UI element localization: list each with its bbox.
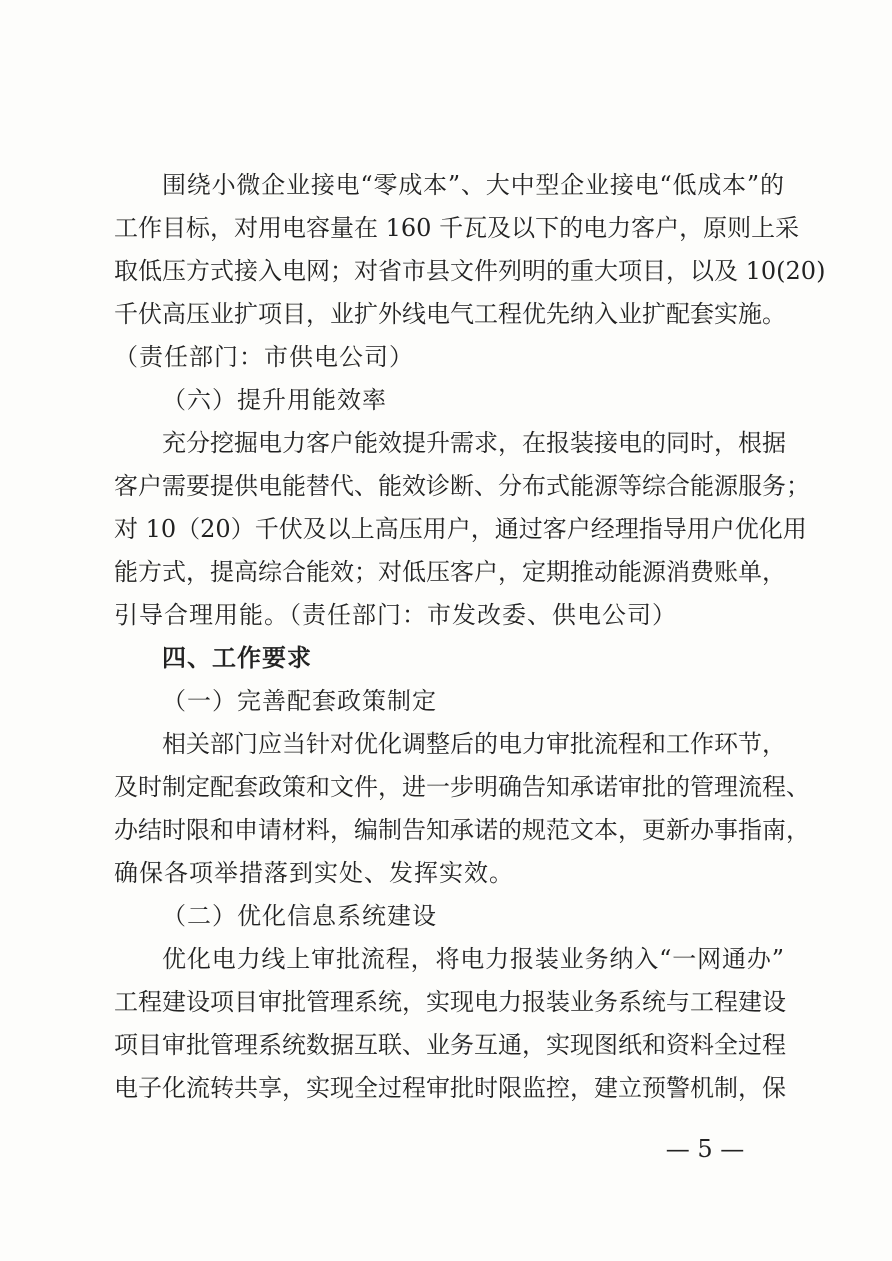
body-text-line: 能方式，提高综合能效；对低压客户，定期推动能源消费账单， bbox=[114, 558, 786, 586]
body-text-line: 办结时限和申请材料，编制告知承诺的规范文本，更新办事指南， bbox=[114, 816, 810, 844]
section-heading: （一）完善配套政策制定 bbox=[162, 687, 437, 715]
section-heading: （二）优化信息系统建设 bbox=[162, 902, 437, 930]
chapter-heading: 四、工作要求 bbox=[162, 644, 312, 672]
body-text-line: 及时制定配套政策和文件，进一步明确告知承诺审批的管理流程、 bbox=[114, 773, 810, 801]
body-text-line: 工程建设项目审批管理系统，实现电力报装业务系统与工程建设 bbox=[114, 988, 786, 1016]
body-text-line: 围绕小微企业接电“零成本”、大中型企业接电“低成本”的 bbox=[162, 171, 784, 199]
body-text-line: 项目审批管理系统数据互联、业务互通，实现图纸和资料全过程 bbox=[114, 1031, 786, 1059]
body-text-line: 取低压方式接入电网；对省市县文件列明的重大项目，以及 10(20) bbox=[114, 257, 826, 285]
body-text-line: （责任部门：市供电公司） bbox=[114, 343, 414, 371]
body-text-line: 充分挖掘电力客户能效提升需求，在报装接电的同时，根据 bbox=[162, 429, 786, 457]
body-text-line: 优化电力线上审批流程，将电力报装业务纳入“一网通办” bbox=[162, 945, 784, 973]
body-text-line: 客户需要提供电能替代、能效诊断、分布式能源等综合能源服务； bbox=[114, 472, 810, 500]
body-text-line: 对 10（20）千伏及以上高压用户，通过客户经理指导用户优化用 bbox=[114, 515, 807, 543]
body-text-line: 引导合理用能。（责任部门：市发改委、供电公司） bbox=[114, 601, 677, 629]
body-text-line: 工作目标，对用电容量在 160 千瓦及以下的电力客户，原则上采 bbox=[114, 214, 800, 242]
page-number: — 5 — bbox=[665, 1135, 745, 1163]
section-heading: （六）提升用能效率 bbox=[162, 386, 387, 414]
body-text-line: 确保各项举措落到实处、发挥实效。 bbox=[114, 859, 514, 887]
body-text-line: 相关部门应当针对优化调整后的电力审批流程和工作环节， bbox=[162, 730, 786, 758]
body-text-line: 千伏高压业扩项目，业扩外线电气工程优先纳入业扩配套实施。 bbox=[114, 300, 786, 328]
body-text-line: 电子化流转共享，实现全过程审批时限监控，建立预警机制，保 bbox=[114, 1074, 786, 1102]
